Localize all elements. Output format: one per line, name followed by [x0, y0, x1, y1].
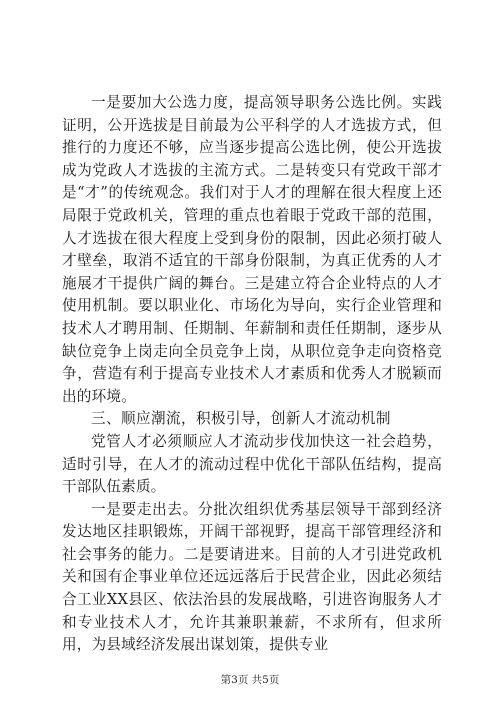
section-heading: 三、顺应潮流，积极引导，创新人才流动机制	[91, 410, 391, 428]
body-paragraph-1: 一是要加大公选力度，提高领导职务公选比例。实践证明，公开选拔是目前最为公平科学的人才选拔方式，但推行的力度还不够，应当逐步提高公选比例，使公开选拔成为党政人才选拔的主流方式。二是转变只有党政干部才是“才”的传统观念。我们对于人才的理解在很大程度上还局限于党政机关，管理的重点也着眼于党政干部的范围，人才选拔在很大程度上受到身份的限制，因此必须打破人才壁垒，取消不适宜的干部身份限制，为真正优秀的人才施展才干提供广阔的舞台。三是建立符合企业特点的人才使用机制。要以职业化、市场化为导向，实行企业管理和技术人才聘用制、任期制、年薪制和责任任期制，逐步从缺位竞争上岗走向全员竞争上岗，从职位竞争走向资格竞争，营造有利于提高专业技术人才素质和优秀人才脱颖而出的环境。	[62, 94, 442, 405]
body-paragraph-2: 党管人才必须顺应人才流动步伐加快这一社会趋势，适时引导，在人才的流动过程中优化干部队伍结构，提高干部队伍素质。	[62, 432, 442, 496]
body-paragraph-3: 一是要走出去。分批次组织优秀基层领导干部到经济发达地区挂职锻炼，开阔干部视野，提高干部管理经济和社会事务的能力。二是要请进来。目前的人才引进党政机关和国有企事业单位还远远落后于民营企业，因此必须结合工业XX县区、依法治县的发展战略，引进咨询服务人才和专业技术人才，允许其兼职兼薪，不求所有，但求所用，为县域经济发展出谋划策，提供专业	[62, 500, 442, 654]
document-body	[62, 92, 442, 657]
page-number-footer: 第3页 共5页	[220, 674, 280, 686]
